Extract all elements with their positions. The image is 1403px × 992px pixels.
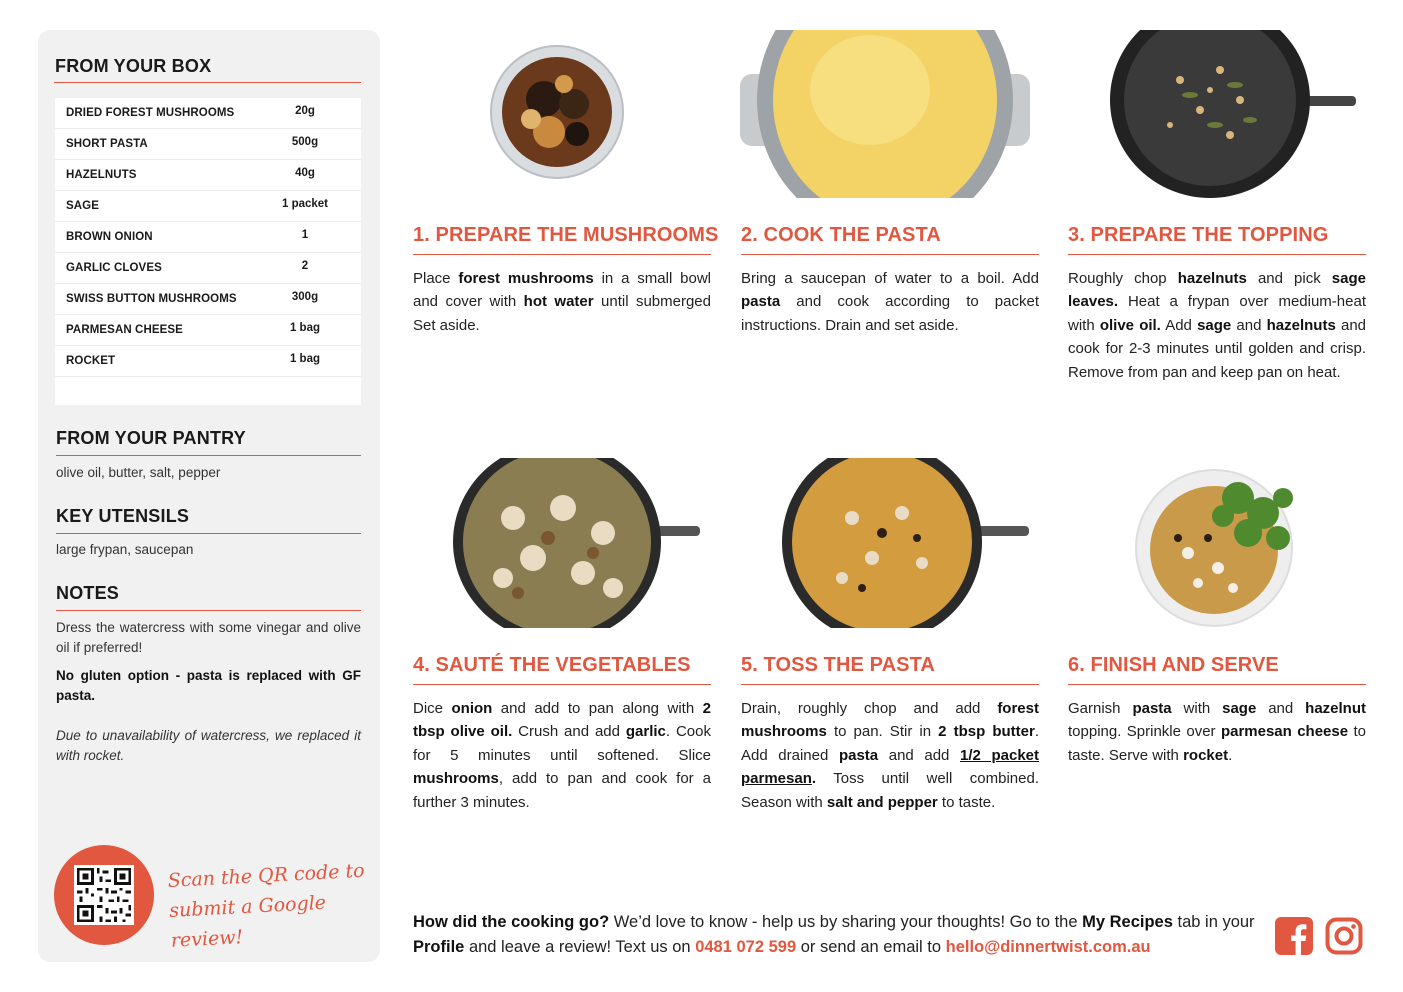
instruction-text-segment: until submerged Set aside. bbox=[413, 293, 711, 334]
instruction-text-segment: and bbox=[1256, 700, 1306, 717]
ingredient-row bbox=[55, 346, 361, 377]
step-6-title: 6. FINISH AND SERVE bbox=[1068, 654, 1279, 676]
ingredient-name: PARMESAN CHEESE bbox=[66, 324, 183, 336]
instruction-text-segment: , add to pan and cook for a further 3 minutes. bbox=[413, 770, 711, 811]
instruction-text-segment: hazelnuts bbox=[1266, 316, 1336, 334]
instruction-text-segment: sage bbox=[1197, 316, 1232, 334]
mushrooms-bowl-image bbox=[489, 44, 625, 180]
feedback-footer bbox=[413, 910, 1263, 960]
ingredient-row bbox=[55, 160, 361, 191]
ingredient-quantity: 1 bag bbox=[289, 353, 321, 365]
saute-vegetables-image bbox=[453, 458, 703, 628]
qr-code-icon[interactable] bbox=[74, 865, 134, 925]
instruction-text-segment: pasta bbox=[741, 293, 781, 311]
note-dressing: Dress the watercress with some vinegar and olive oil if preferred! bbox=[56, 620, 361, 655]
footer-question: How did the cooking go? bbox=[413, 913, 610, 931]
instruction-text-segment: in a small bowl and cover with bbox=[413, 270, 711, 311]
ingredient-name: ROCKET bbox=[66, 355, 116, 367]
ingredient-row bbox=[55, 191, 361, 222]
step-2-title: 2. COOK THE PASTA bbox=[741, 224, 941, 246]
qr-review-text bbox=[167, 856, 371, 956]
instruction-text-segment: Place bbox=[413, 270, 459, 287]
footer-text-3: and leave a review! Text us on bbox=[464, 938, 696, 956]
instruction-text-segment: Bring a saucepan of water to a boil. Add bbox=[741, 270, 1039, 287]
step-4-title: 4. SAUTÉ THE VEGETABLES bbox=[413, 654, 691, 676]
ingredient-quantity: 1 packet bbox=[281, 198, 329, 210]
instruction-text-segment: 2 tbsp olive oil. bbox=[413, 700, 711, 741]
instruction-text-segment: 1/2 packet parmesan bbox=[741, 746, 1039, 788]
instruction-text-segment: and bbox=[1231, 316, 1267, 334]
finished-dish-image bbox=[1128, 458, 1308, 628]
key-utensils-heading: KEY UTENSILS bbox=[56, 506, 190, 526]
instruction-text-segment: 2 tbsp butter bbox=[938, 723, 1035, 741]
divider bbox=[741, 684, 1039, 685]
instruction-text-segment: olive oil. bbox=[1099, 316, 1161, 334]
instruction-text-segment: onion bbox=[451, 700, 493, 717]
notes-heading: NOTES bbox=[56, 583, 120, 603]
instruction-text-segment: Heat a frypan over medium-heat with bbox=[1068, 293, 1366, 334]
footer-phone-link[interactable]: 0481 072 599 bbox=[695, 938, 797, 956]
qr-text-line-1: Scan the QR code to bbox=[167, 859, 366, 892]
instruction-text-segment: . Cook for 5 minutes until softened. Slice bbox=[413, 723, 711, 764]
instruction-text-segment: . Add drained bbox=[741, 723, 1039, 764]
topping-frypan-image bbox=[1110, 30, 1358, 198]
facebook-icon[interactable] bbox=[1275, 917, 1313, 955]
instruction-text-segment: hot water bbox=[523, 293, 594, 311]
step-3-instructions bbox=[1068, 267, 1366, 384]
step-6-instructions bbox=[1068, 697, 1366, 767]
ingredient-name: DRIED FOREST MUSHROOMS bbox=[66, 107, 235, 119]
pantry-text: olive oil, butter, salt, pepper bbox=[56, 465, 221, 480]
instruction-text-segment: Add bbox=[1160, 316, 1198, 334]
ingredient-quantity: 300g bbox=[291, 291, 319, 303]
ingredients-sidebar bbox=[38, 30, 380, 962]
toss-pasta-image bbox=[782, 458, 1030, 628]
divider bbox=[1068, 254, 1366, 255]
step-1-instructions bbox=[413, 267, 711, 337]
instruction-text-segment: sage leaves. bbox=[1068, 270, 1366, 311]
instruction-text-segment: forest mushrooms bbox=[741, 700, 1039, 741]
qr-badge[interactable] bbox=[54, 845, 154, 945]
divider bbox=[1068, 684, 1366, 685]
step-5-instructions bbox=[741, 697, 1039, 814]
instagram-icon[interactable] bbox=[1325, 917, 1363, 955]
instruction-text-segment: . bbox=[1228, 746, 1233, 764]
divider bbox=[413, 254, 711, 255]
note-substitution: Due to unavailability of watercress, we replaced it with rocket. bbox=[56, 728, 361, 763]
footer-email-link[interactable]: hello@dinnertwist.com.au bbox=[945, 938, 1151, 956]
footer-profile: Profile bbox=[413, 938, 465, 956]
instruction-text-segment: to taste. Serve with bbox=[1068, 723, 1366, 764]
from-your-pantry-heading: FROM YOUR PANTRY bbox=[56, 428, 246, 448]
divider bbox=[741, 254, 1039, 255]
instruction-text-segment: sage bbox=[1222, 700, 1257, 717]
instruction-text-segment: hazelnut bbox=[1305, 700, 1366, 717]
step-3-title: 3. PREPARE THE TOPPING bbox=[1068, 224, 1329, 246]
ingredient-quantity: 40g bbox=[295, 167, 315, 179]
instruction-text-segment: Roughly chop bbox=[1068, 270, 1178, 287]
ingredient-name: BROWN ONION bbox=[66, 231, 153, 243]
footer-text-4: or send an email to bbox=[796, 938, 946, 956]
divider bbox=[54, 82, 361, 83]
instruction-text-segment: hazelnuts bbox=[1177, 270, 1247, 287]
instruction-text-segment: parmesan cheese bbox=[1220, 723, 1349, 741]
instruction-text-segment: . bbox=[811, 770, 817, 788]
ingredient-name: SWISS BUTTON MUSHROOMS bbox=[66, 293, 237, 305]
instruction-text-segment: rocket bbox=[1183, 746, 1229, 764]
ingredient-quantity: 2 bbox=[301, 260, 309, 272]
ingredient-row bbox=[55, 253, 361, 284]
divider bbox=[56, 610, 361, 611]
instruction-text-segment: mushrooms bbox=[413, 770, 499, 788]
instruction-text-segment: Drain, roughly chop and add bbox=[741, 700, 998, 717]
step-5-title: 5. TOSS THE PASTA bbox=[741, 654, 935, 676]
instruction-text-segment: Crush and add bbox=[512, 723, 626, 741]
ingredients-table bbox=[55, 98, 361, 405]
note-gluten-free: No gluten option - pasta is replaced with GF pasta. bbox=[56, 668, 361, 703]
instruction-text-segment: forest mushrooms bbox=[458, 270, 594, 287]
instruction-text-segment: topping. Sprinkle over bbox=[1068, 723, 1221, 741]
divider bbox=[56, 533, 361, 534]
ingredient-row bbox=[55, 129, 361, 160]
ingredient-row bbox=[55, 284, 361, 315]
divider bbox=[413, 684, 711, 685]
instruction-text-segment: and cook according to packet instructions. Drain and set aside. bbox=[741, 293, 1039, 334]
ingredient-quantity: 1 bbox=[301, 229, 309, 241]
ingredient-name: GARLIC CLOVES bbox=[66, 262, 162, 274]
footer-my-recipes: My Recipes bbox=[1082, 913, 1173, 931]
ingredient-quantity: 1 bag bbox=[289, 322, 321, 334]
pasta-pot-image bbox=[740, 30, 1030, 198]
footer-text-2: tab in your bbox=[1172, 913, 1255, 931]
instruction-text-segment: and add to pan along with bbox=[492, 700, 703, 717]
ingredient-quantity: 500g bbox=[291, 136, 319, 148]
step-2-instructions bbox=[741, 267, 1039, 337]
instruction-text-segment: with bbox=[1171, 700, 1223, 717]
ingredient-row bbox=[55, 222, 361, 253]
instruction-text-segment: to pan. Stir in bbox=[826, 723, 939, 741]
instruction-text-segment: and cook for 2-3 minutes until golden and crisp. Remove from pan and keep pan on heat. bbox=[1068, 316, 1367, 381]
instruction-text-segment: pasta bbox=[1132, 700, 1172, 717]
instruction-text-segment: Toss until well combined. Season with bbox=[741, 770, 1039, 811]
instruction-text-segment: and add bbox=[878, 746, 961, 764]
step-4-instructions bbox=[413, 697, 711, 814]
from-your-box-heading: FROM YOUR BOX bbox=[55, 56, 212, 76]
ingredient-quantity: 20g bbox=[295, 105, 315, 117]
instruction-text-segment: and pick bbox=[1246, 270, 1332, 287]
utensils-text: large frypan, saucepan bbox=[56, 542, 194, 557]
instruction-text-segment: Dice bbox=[413, 700, 452, 717]
ingredient-name: SHORT PASTA bbox=[66, 138, 148, 150]
instruction-text-segment: salt and pepper bbox=[826, 793, 938, 811]
divider bbox=[56, 455, 361, 456]
ingredient-name: SAGE bbox=[66, 200, 99, 212]
ingredient-row bbox=[55, 98, 361, 129]
ingredient-row bbox=[55, 315, 361, 346]
qr-text-line-2: submit a Google review! bbox=[168, 891, 327, 952]
instruction-text-segment: to taste. bbox=[937, 793, 996, 811]
instruction-text-segment: pasta bbox=[838, 746, 879, 764]
footer-text-1: We’d love to know - help us by sharing your thoughts! Go to the bbox=[609, 913, 1083, 931]
step-1-title: 1. PREPARE THE MUSHROOMS bbox=[413, 224, 719, 246]
instruction-text-segment: garlic bbox=[625, 723, 666, 741]
instruction-text-segment: Garnish bbox=[1068, 700, 1133, 717]
ingredient-name: HAZELNUTS bbox=[66, 169, 137, 181]
